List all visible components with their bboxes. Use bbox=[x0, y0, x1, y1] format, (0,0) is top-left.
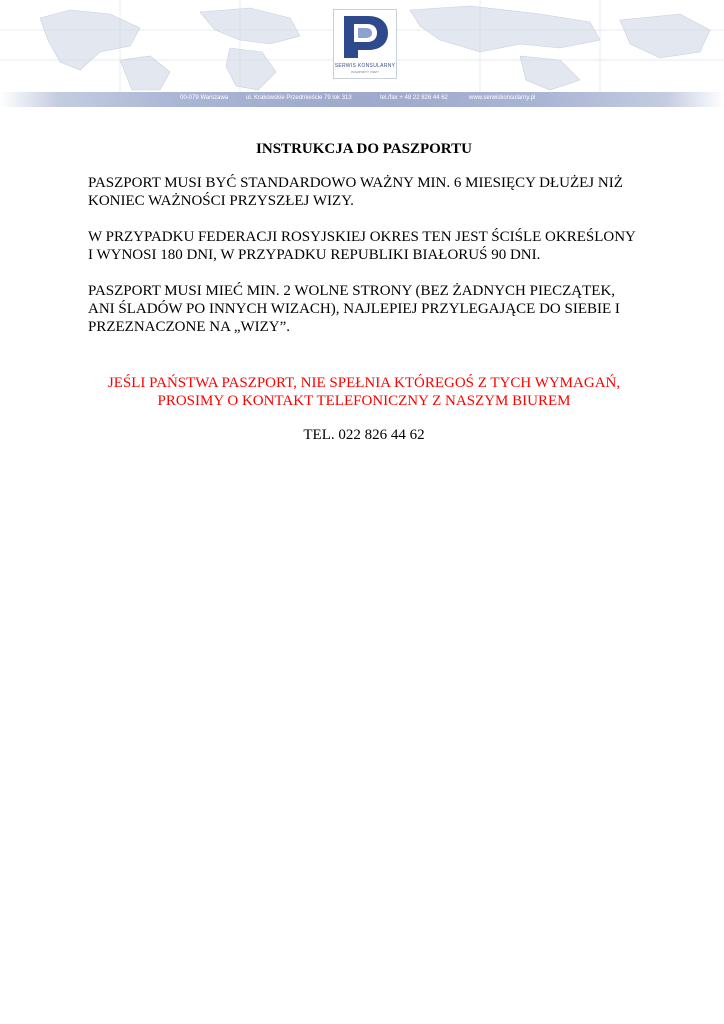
warning-notice bbox=[88, 374, 640, 410]
contact-telephone: TEL. 022 826 44 62 bbox=[303, 427, 425, 443]
contact-city: 00-079 Warszawa bbox=[180, 95, 229, 101]
document-title: INSTRUKCJA DO PASZPORTU bbox=[256, 141, 472, 157]
contact-address: ul. Krakowskie Przedmieście 79 lok 313 bbox=[246, 95, 352, 101]
warning-notice-line-2: PROSIMY O KONTAKT TELEFONICZNY Z NASZYM BIUREM bbox=[157, 393, 571, 409]
company-logo bbox=[333, 9, 397, 79]
p-monogram-logo-icon bbox=[340, 14, 390, 60]
paragraph-validity: PASZPORT MUSI BYĆ STANDARDOWO WAŻNY MIN. 6 MIESIĘCY DŁUŻEJ NIŻ KONIEC WAŻNOŚCI PRZYSZŁEJ WIZY. bbox=[88, 175, 623, 209]
logo-tagline: PASZPORTY | WIZY bbox=[351, 70, 379, 74]
document-body bbox=[88, 140, 640, 444]
contact-website-link[interactable]: www.serwiskonsularny.pl bbox=[469, 95, 536, 101]
paragraph-russia-belarus: W PRZYPADKU FEDERACJI ROSYJSKIEJ OKRES TEN JEST ŚCIŚLE OKREŚLONY I WYNOSI 180 DNI, W PRZYPADKU REPUBLIKI BIAŁORUŚ 90 DNI. bbox=[88, 229, 636, 263]
letterhead bbox=[0, 0, 724, 112]
warning-notice-line-1: JEŚLI PAŃSTWA PASZPORT, NIE SPEŁNIA KTÓREGOŚ Z TYCH WYMAGAŃ, bbox=[107, 375, 621, 391]
contact-bar bbox=[0, 92, 724, 107]
paragraph-free-pages: PASZPORT MUSI MIEĆ MIN. 2 WOLNE STRONY (BEZ ŻADNYCH PIECZĄTEK, ANI ŚLADÓW PO INNYCH WIZACH), NAJLEPIEJ PRZYLEGAJĄCE DO SIEBIE I PRZEZNACZONE NA „WIZY”. bbox=[88, 283, 620, 335]
contact-phone: tel./fax + 48 22 826 44 62 bbox=[380, 95, 448, 101]
logo-company-name: SERWIS KONSULARNY bbox=[334, 63, 396, 69]
